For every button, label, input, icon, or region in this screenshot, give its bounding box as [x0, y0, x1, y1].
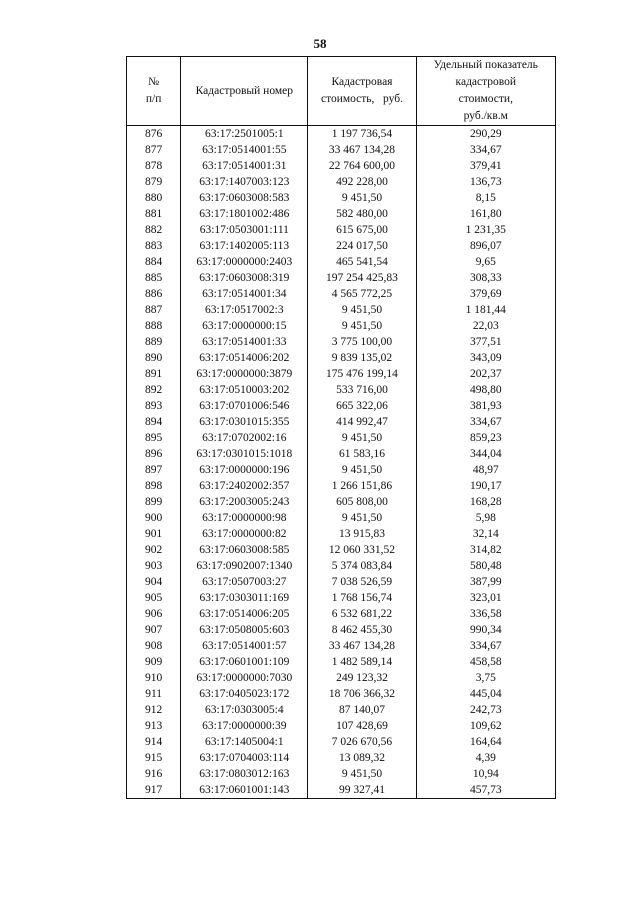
cadastral-cost: 33 467 134,28 — [308, 638, 416, 654]
cadastral-number: 63:17:0000000:7030 — [181, 670, 308, 686]
table-row — [127, 446, 556, 462]
row-number: 888 — [127, 318, 181, 334]
table-row — [127, 142, 556, 158]
cadastral-cost: 3 775 100,00 — [308, 334, 416, 350]
cadastral-cost: 99 327,41 — [308, 782, 416, 799]
table-row — [127, 286, 556, 302]
table-row — [127, 318, 556, 334]
specific-indicator: 334,67 — [416, 142, 555, 158]
cadastral-number: 63:17:0514001:57 — [181, 638, 308, 654]
cadastral-cost: 9 839 135,02 — [308, 350, 416, 366]
cadastral-cost: 615 675,00 — [308, 222, 416, 238]
cadastral-cost: 7 038 526,59 — [308, 574, 416, 590]
specific-indicator: 168,28 — [416, 494, 555, 510]
cadastral-cost: 107 428,69 — [308, 718, 416, 734]
row-number: 895 — [127, 430, 181, 446]
cadastral-cost: 465 541,54 — [308, 254, 416, 270]
specific-indicator: 859,23 — [416, 430, 555, 446]
table-row — [127, 254, 556, 270]
cadastral-number: 63:17:0301015:355 — [181, 414, 308, 430]
header-cadastral-line: Кадастровый номер — [195, 84, 293, 97]
cadastral-number: 63:17:0601001:143 — [181, 782, 308, 799]
table-row — [127, 238, 556, 254]
table-row — [127, 782, 556, 799]
row-number: 914 — [127, 734, 181, 750]
specific-indicator: 48,97 — [416, 462, 555, 478]
specific-indicator: 343,09 — [416, 350, 555, 366]
specific-indicator: 336,58 — [416, 606, 555, 622]
specific-indicator: 334,67 — [416, 638, 555, 654]
table-row — [127, 478, 556, 494]
cadastral-number: 63:17:0517002:3 — [181, 302, 308, 318]
table-header — [127, 57, 556, 126]
specific-indicator: 4,39 — [416, 750, 555, 766]
table-row — [127, 606, 556, 622]
row-number: 898 — [127, 478, 181, 494]
specific-indicator: 334,67 — [416, 414, 555, 430]
row-number: 892 — [127, 382, 181, 398]
cadastral-cost: 12 060 331,52 — [308, 542, 416, 558]
row-number: 886 — [127, 286, 181, 302]
specific-indicator: 387,99 — [416, 574, 555, 590]
cadastral-cost: 414 992,47 — [308, 414, 416, 430]
cadastral-cost: 249 123,32 — [308, 670, 416, 686]
cadastral-number: 63:17:0507003:27 — [181, 574, 308, 590]
specific-indicator: 202,37 — [416, 366, 555, 382]
table-row — [127, 718, 556, 734]
cadastral-cost: 9 451,50 — [308, 430, 416, 446]
header-specific-indicator — [416, 57, 555, 126]
cadastral-number: 63:17:0704003:114 — [181, 750, 308, 766]
specific-indicator: 136,73 — [416, 174, 555, 190]
row-number: 913 — [127, 718, 181, 734]
cadastral-number: 63:17:0000000:39 — [181, 718, 308, 734]
row-number: 880 — [127, 190, 181, 206]
specific-indicator: 190,17 — [416, 478, 555, 494]
specific-indicator: 498,80 — [416, 382, 555, 398]
header-num-line: п/п — [145, 93, 162, 105]
specific-indicator: 314,82 — [416, 542, 555, 558]
specific-indicator: 457,73 — [416, 782, 555, 799]
specific-indicator: 22,03 — [416, 318, 555, 334]
specific-indicator: 308,33 — [416, 270, 555, 286]
cadastral-cost: 61 583,16 — [308, 446, 416, 462]
header-num-line: № — [148, 76, 160, 88]
row-number: 910 — [127, 670, 181, 686]
header-specific-line: стоимости, — [458, 93, 513, 105]
table-row — [127, 398, 556, 414]
row-number: 901 — [127, 526, 181, 542]
row-number: 884 — [127, 254, 181, 270]
row-number: 900 — [127, 510, 181, 526]
cadastral-cost: 9 451,50 — [308, 766, 416, 782]
cadastral-number: 63:17:0000000:3879 — [181, 366, 308, 382]
header-num — [127, 57, 181, 126]
table-row — [127, 222, 556, 238]
cadastral-number: 63:17:0701006:546 — [181, 398, 308, 414]
specific-indicator: 323,01 — [416, 590, 555, 606]
table-row — [127, 590, 556, 606]
row-number: 916 — [127, 766, 181, 782]
row-number: 891 — [127, 366, 181, 382]
row-number: 908 — [127, 638, 181, 654]
table-row — [127, 382, 556, 398]
cadastral-value-table — [126, 56, 556, 799]
table-row — [127, 702, 556, 718]
table-row — [127, 766, 556, 782]
row-number: 915 — [127, 750, 181, 766]
cadastral-cost: 533 716,00 — [308, 382, 416, 398]
row-number: 893 — [127, 398, 181, 414]
cadastral-cost: 9 451,50 — [308, 510, 416, 526]
cadastral-number: 63:17:0303005:4 — [181, 702, 308, 718]
cadastral-number: 63:17:1801002:486 — [181, 206, 308, 222]
specific-indicator: 1 231,35 — [416, 222, 555, 238]
cadastral-cost: 5 374 083,84 — [308, 558, 416, 574]
cadastral-number: 63:17:2402002:357 — [181, 478, 308, 494]
cadastral-number: 63:17:0301015:1018 — [181, 446, 308, 462]
cadastral-number: 63:17:0603008:319 — [181, 270, 308, 286]
row-number: 877 — [127, 142, 181, 158]
header-row — [127, 57, 556, 126]
row-number: 889 — [127, 334, 181, 350]
table-row — [127, 494, 556, 510]
specific-indicator: 379,69 — [416, 286, 555, 302]
table-row — [127, 686, 556, 702]
cadastral-number: 63:17:0514001:33 — [181, 334, 308, 350]
cadastral-cost: 8 462 455,30 — [308, 622, 416, 638]
row-number: 902 — [127, 542, 181, 558]
table-row — [127, 270, 556, 286]
specific-indicator: 379,41 — [416, 158, 555, 174]
cadastral-number: 63:17:0303011:169 — [181, 590, 308, 606]
specific-indicator: 458,58 — [416, 654, 555, 670]
row-number: 882 — [127, 222, 181, 238]
table-row — [127, 574, 556, 590]
specific-indicator: 381,93 — [416, 398, 555, 414]
cadastral-number: 63:17:0000000:98 — [181, 510, 308, 526]
cadastral-cost: 4 565 772,25 — [308, 286, 416, 302]
cadastral-number: 63:17:0702002:16 — [181, 430, 308, 446]
header-cost-line: стоимость, руб. — [320, 93, 403, 105]
cadastral-number: 63:17:1405004:1 — [181, 734, 308, 750]
cadastral-number: 63:17:0514001:34 — [181, 286, 308, 302]
table-row — [127, 654, 556, 670]
cadastral-number: 63:17:0508005:603 — [181, 622, 308, 638]
cadastral-cost: 582 480,00 — [308, 206, 416, 222]
row-number: 909 — [127, 654, 181, 670]
cadastral-number: 63:17:0514001:55 — [181, 142, 308, 158]
specific-indicator: 164,64 — [416, 734, 555, 750]
row-number: 912 — [127, 702, 181, 718]
specific-indicator: 8,15 — [416, 190, 555, 206]
table-row — [127, 542, 556, 558]
row-number: 879 — [127, 174, 181, 190]
cadastral-cost: 9 451,50 — [308, 318, 416, 334]
specific-indicator: 161,80 — [416, 206, 555, 222]
cadastral-cost: 9 451,50 — [308, 462, 416, 478]
cadastral-cost: 605 808,00 — [308, 494, 416, 510]
specific-indicator: 242,73 — [416, 702, 555, 718]
cadastral-cost: 224 017,50 — [308, 238, 416, 254]
cadastral-cost: 22 764 600,00 — [308, 158, 416, 174]
table-row — [127, 206, 556, 222]
specific-indicator: 896,07 — [416, 238, 555, 254]
cadastral-number: 63:17:0000000:196 — [181, 462, 308, 478]
cadastral-number: 63:17:2003005:243 — [181, 494, 308, 510]
table-row — [127, 558, 556, 574]
specific-indicator: 1 181,44 — [416, 302, 555, 318]
row-number: 897 — [127, 462, 181, 478]
row-number: 883 — [127, 238, 181, 254]
specific-indicator: 445,04 — [416, 686, 555, 702]
specific-indicator: 32,14 — [416, 526, 555, 542]
cadastral-cost: 1 768 156,74 — [308, 590, 416, 606]
specific-indicator: 3,75 — [416, 670, 555, 686]
row-number: 917 — [127, 782, 181, 799]
cadastral-number: 63:17:0510003:202 — [181, 382, 308, 398]
cadastral-number: 63:17:0000000:82 — [181, 526, 308, 542]
table-row — [127, 750, 556, 766]
cadastral-number: 63:17:1402005:113 — [181, 238, 308, 254]
table-row — [127, 302, 556, 318]
cadastral-cost: 1 197 736,54 — [308, 126, 416, 143]
header-specific-line: кадастровой — [455, 76, 517, 88]
table-row — [127, 670, 556, 686]
cadastral-cost: 7 026 670,56 — [308, 734, 416, 750]
row-number: 907 — [127, 622, 181, 638]
cadastral-number: 63:17:0000000:2403 — [181, 254, 308, 270]
header-specific-line: Удельный показатель — [433, 59, 538, 71]
specific-indicator: 990,34 — [416, 622, 555, 638]
table-row — [127, 414, 556, 430]
specific-indicator: 344,04 — [416, 446, 555, 462]
table-row — [127, 510, 556, 526]
specific-indicator: 290,29 — [416, 126, 555, 143]
cadastral-cost: 33 467 134,28 — [308, 142, 416, 158]
cadastral-number: 63:17:0405023:172 — [181, 686, 308, 702]
row-number: 885 — [127, 270, 181, 286]
cadastral-cost: 18 706 366,32 — [308, 686, 416, 702]
cadastral-cost: 665 322,06 — [308, 398, 416, 414]
header-specific-line: руб./кв.м — [463, 110, 508, 122]
table-row — [127, 126, 556, 143]
table-row — [127, 190, 556, 206]
table-row — [127, 638, 556, 654]
specific-indicator: 9,65 — [416, 254, 555, 270]
row-number: 904 — [127, 574, 181, 590]
header-cadastral-number — [181, 57, 308, 126]
cadastral-number: 63:17:0514006:202 — [181, 350, 308, 366]
row-number: 903 — [127, 558, 181, 574]
cadastral-cost: 9 451,50 — [308, 190, 416, 206]
table-row — [127, 430, 556, 446]
cadastral-cost: 13 089,32 — [308, 750, 416, 766]
row-number: 906 — [127, 606, 181, 622]
cadastral-number: 63:17:0803012:163 — [181, 766, 308, 782]
header-cadastral-cost — [308, 57, 416, 126]
cadastral-number: 63:17:0000000:15 — [181, 318, 308, 334]
cadastral-number: 63:17:0514001:31 — [181, 158, 308, 174]
cadastral-number: 63:17:0902007:1340 — [181, 558, 308, 574]
specific-indicator: 10,94 — [416, 766, 555, 782]
table-row — [127, 334, 556, 350]
table-row — [127, 350, 556, 366]
cadastral-number: 63:17:0603008:585 — [181, 542, 308, 558]
cadastral-cost: 492 228,00 — [308, 174, 416, 190]
cadastral-cost: 13 915,83 — [308, 526, 416, 542]
row-number: 878 — [127, 158, 181, 174]
page-number: 58 — [313, 36, 327, 51]
row-number: 896 — [127, 446, 181, 462]
row-number: 899 — [127, 494, 181, 510]
specific-indicator: 580,48 — [416, 558, 555, 574]
table-row — [127, 622, 556, 638]
row-number: 887 — [127, 302, 181, 318]
cadastral-cost: 87 140,07 — [308, 702, 416, 718]
table-row — [127, 734, 556, 750]
row-number: 890 — [127, 350, 181, 366]
cadastral-cost: 1 266 151,86 — [308, 478, 416, 494]
cadastral-number: 63:17:0601001:109 — [181, 654, 308, 670]
row-number: 881 — [127, 206, 181, 222]
table-row — [127, 174, 556, 190]
cadastral-number: 63:17:1407003:123 — [181, 174, 308, 190]
cadastral-number: 63:17:0514006:205 — [181, 606, 308, 622]
header-cost-line: Кадастровая — [331, 76, 393, 88]
table-row — [127, 526, 556, 542]
cadastral-cost: 175 476 199,14 — [308, 366, 416, 382]
cadastral-cost: 197 254 425,83 — [308, 270, 416, 286]
row-number: 911 — [127, 686, 181, 702]
cadastral-cost: 1 482 589,14 — [308, 654, 416, 670]
row-number: 876 — [127, 126, 181, 143]
specific-indicator: 109,62 — [416, 718, 555, 734]
table-row — [127, 158, 556, 174]
cadastral-cost: 9 451,50 — [308, 302, 416, 318]
row-number: 905 — [127, 590, 181, 606]
cadastral-cost: 6 532 681,22 — [308, 606, 416, 622]
cadastral-number: 63:17:0503001:111 — [181, 222, 308, 238]
row-number: 894 — [127, 414, 181, 430]
table-body — [127, 126, 556, 799]
cadastral-number: 63:17:0603008:583 — [181, 190, 308, 206]
cadastral-number: 63:17:2501005:1 — [181, 126, 308, 143]
table-row — [127, 462, 556, 478]
specific-indicator: 377,51 — [416, 334, 555, 350]
specific-indicator: 5,98 — [416, 510, 555, 526]
table-row — [127, 366, 556, 382]
